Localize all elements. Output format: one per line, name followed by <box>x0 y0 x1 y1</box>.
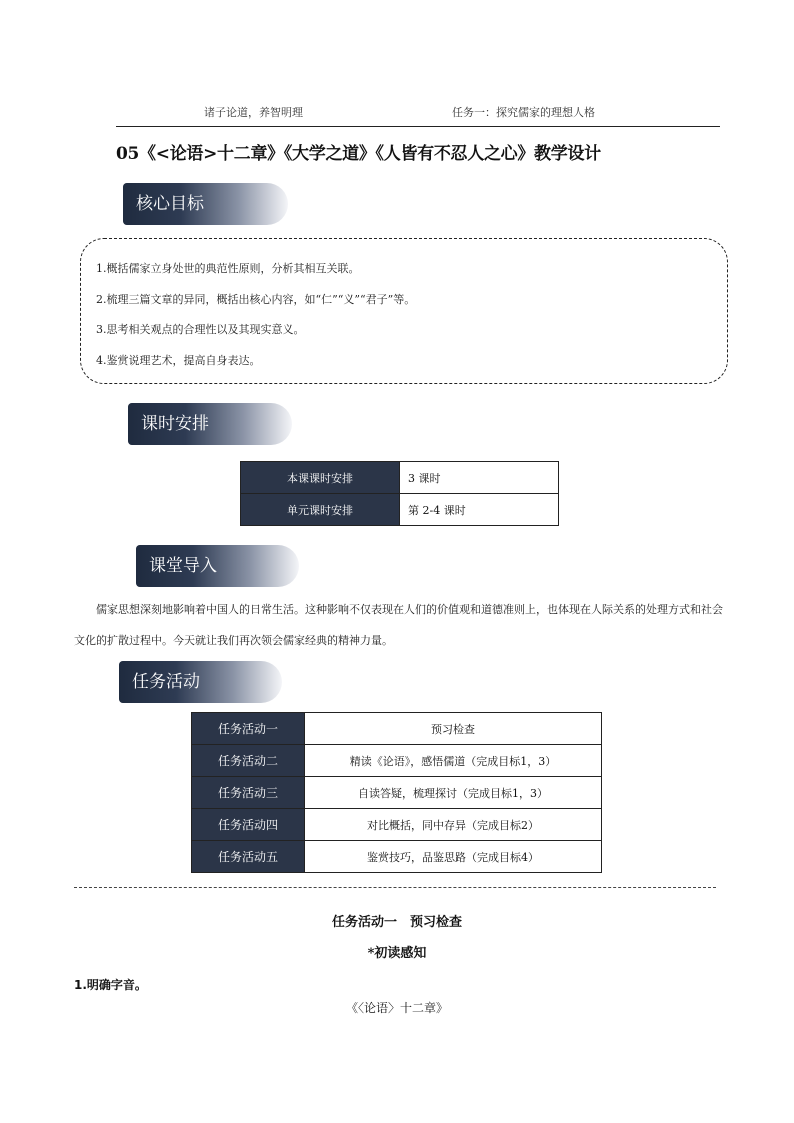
task-label: 任务活动五 <box>192 841 305 873</box>
intro-paragraph: 儒家思想深刻地影响着中国人的日常生活。这种影响不仅表现在人们的价值观和道德准则上，也体现在人际关系的处理方式和社会文化的扩散过程中。今天就让我们再次领会儒家经典的精神力量。 <box>74 603 723 647</box>
schedule-label: 本课课时安排 <box>241 462 400 494</box>
table-row <box>192 841 602 873</box>
header-divider <box>116 126 720 127</box>
task-label: 任务活动一 <box>192 713 305 745</box>
section-divider <box>74 887 716 888</box>
task-value: 预习检查 <box>305 713 602 745</box>
table-row <box>192 777 602 809</box>
task-label: 任务活动三 <box>192 777 305 809</box>
activity-subheading: *初读感知 <box>367 946 427 961</box>
section-banner-schedule: 课时安排 <box>128 403 292 445</box>
book-title: 《〈论语〉十二章》 <box>345 1001 448 1015</box>
activity-heading: 任务活动一 预习检查 <box>331 915 462 930</box>
task-label: 任务活动四 <box>192 809 305 841</box>
table-row <box>192 745 602 777</box>
document-title: 05《<论语>十二章》《大学之道》《人皆有不忍人之心》教学设计 <box>116 144 601 164</box>
table-row <box>241 494 559 526</box>
section-banner-tasks: 任务活动 <box>119 661 282 703</box>
table-row <box>241 462 559 494</box>
table-row <box>192 809 602 841</box>
task-table <box>191 712 602 873</box>
task-label: 任务活动二 <box>192 745 305 777</box>
task-value: 鉴赏技巧，品鉴思路（完成目标4） <box>305 841 602 873</box>
section-banner-intro: 课堂导入 <box>136 545 299 587</box>
schedule-value: 3 课时 <box>400 462 559 494</box>
schedule-label: 单元课时安排 <box>241 494 400 526</box>
schedule-table <box>240 461 559 526</box>
header-right-text: 任务一：探究儒家的理想人格 <box>452 106 595 119</box>
table-row <box>192 713 602 745</box>
schedule-value: 第 2-4 课时 <box>400 494 559 526</box>
task-value: 精读《论语》，感悟儒道（完成目标1，3） <box>305 745 602 777</box>
task-value: 对比概括，同中存异（完成目标2） <box>305 809 602 841</box>
goal-item-3: 3.思考相关观点的合理性以及其现实意义。 <box>96 323 305 336</box>
section-banner-goals: 核心目标 <box>123 183 288 225</box>
task-value: 自读答疑，梳理探讨（完成目标1，3） <box>305 777 602 809</box>
goal-item-4: 4.鉴赏说理艺术，提高自身表达。 <box>96 354 261 367</box>
goal-item-2: 2.梳理三篇文章的异同，概括出核心内容，如“仁”“义”“君子”等。 <box>96 293 416 306</box>
header-left-text: 诸子论道，养智明理 <box>204 106 303 119</box>
list-item: 1.明确字音。 <box>74 978 147 992</box>
goal-item-1: 1.概括儒家立身处世的典范性原则，分析其相互关联。 <box>96 262 360 275</box>
